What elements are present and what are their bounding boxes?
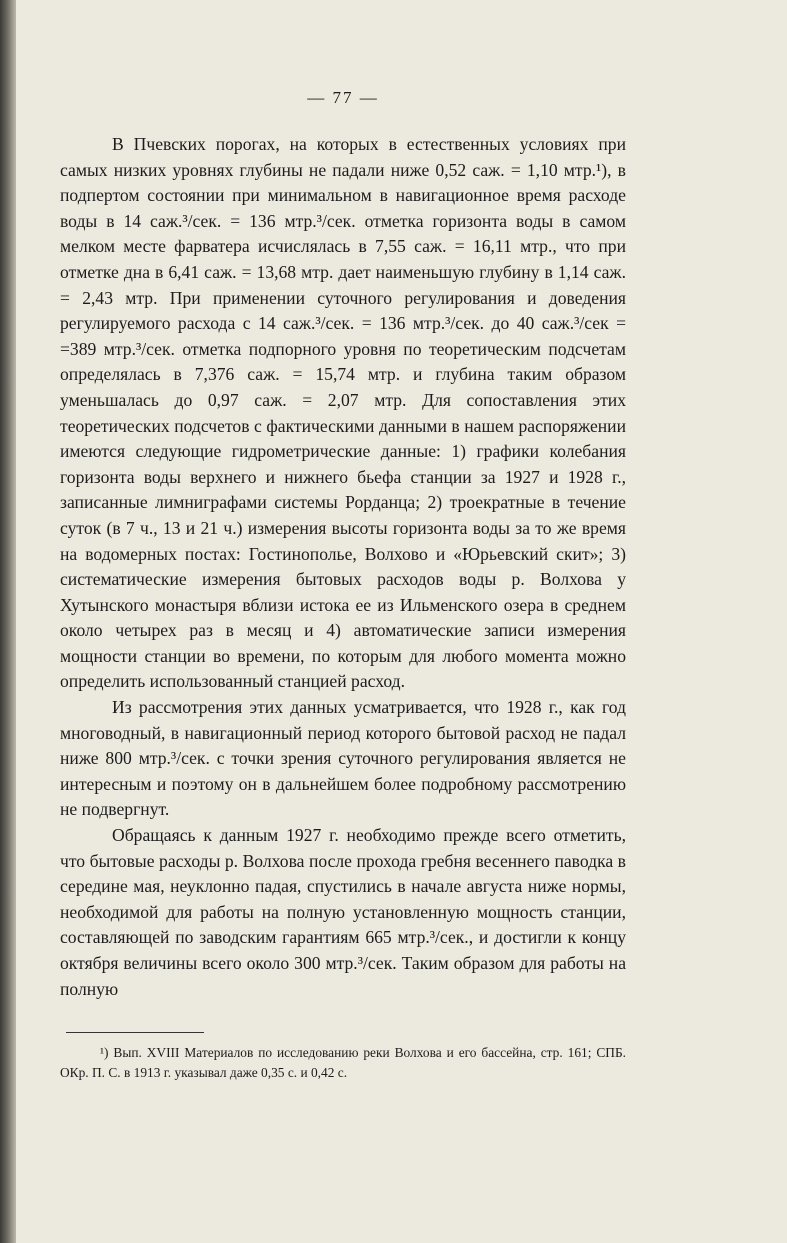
page-binding-edge — [0, 0, 16, 1243]
footnote-separator — [66, 1032, 204, 1033]
page-number: — 77 — — [307, 88, 379, 107]
paragraph-1: В Пчевских порогах, на которых в естественных условиях при самых низких уровнях глубины не падали ниже 0,52 саж. = 1,10 мтр.¹), в подпертом состоянии при минимальном в навигационное время расходе воды в 14 саж.³/сек. = 136 мтр.³/сек. отметка горизонта воды в самом мелком месте фарватера исчислялась в 7,55 саж. = 16,11 мтр., что при отметке дна в 6,41 саж. = 13,68 мтр. дает наименьшую глубину в 1,14 саж. = 2,43 мтр. При применении суточного регулирования и доведения регулируемого расхода с 14 саж.³/сек. = 136 мтр.³/сек. до 40 саж.³/сек = =389 мтр.³/сек. отметка подпорного уровня по теоретическим подсчетам определялась в 7,376 саж. = 15,74 мтр. и глубина таким образом уменьшалась до 0,97 саж. = 2,07 мтр. Для сопоставления этих теоретических подсчетов с фактическими данными в нашем распоряжении имеются следующие гидрометрические данные: 1) графики колебания горизонта воды верхнего и нижнего бьефа станции за 1927 и 1928 г., записанные лимниграфами системы Рорданца; 2) троекратные в течение суток (в 7 ч., 13 и 21 ч.) измерения высоты горизонта воды за то же время на водомерных постах: Гостинополье, Волхово и «Юрьевский скит»; 3) систематические измерения бытовых расходов воды р. Волхова у Хутынского монастыря вблизи истока ее из Ильменского озера в среднем около четырех раз в месяц и 4) автоматические записи измерения мощности станции во времени, по которым для любого момента можно определить использованный станцией расход. — [60, 134, 626, 692]
document-page — [60, 88, 626, 1083]
footnote: ¹) Вып. XVIII Материалов по исследованию реки Волхова и его бассейна, стр. 161; СПБ. ОКр. П. С. в 1913 г. указывал даже 0,35 с. и 0,42 с. — [60, 1045, 626, 1081]
paragraph-2: Из рассмотрения этих данных усматривается, что 1928 г., как год многоводный, в навигационный период которого бытовой расход не падал ниже 800 мтр.³/сек. с точки зрения суточного регулирования является не интересным и поэтому он в дальнейшем более подробному рассмотрению не подвергнут. — [60, 697, 626, 820]
paragraph-3: Обращаясь к данным 1927 г. необходимо прежде всего отметить, что бытовые расходы р. Волхова после прохода гребня весеннего паводка в середине мая, неуклонно падая, спустились в начале августа ниже нормы, необходимой для работы на полную установленную мощность станции, составляющей по заводским гарантиям 665 мтр.³/сек., и достигли к концу октября величины всего около 300 мтр.³/сек. Таким образом для работы на полную — [60, 825, 626, 999]
